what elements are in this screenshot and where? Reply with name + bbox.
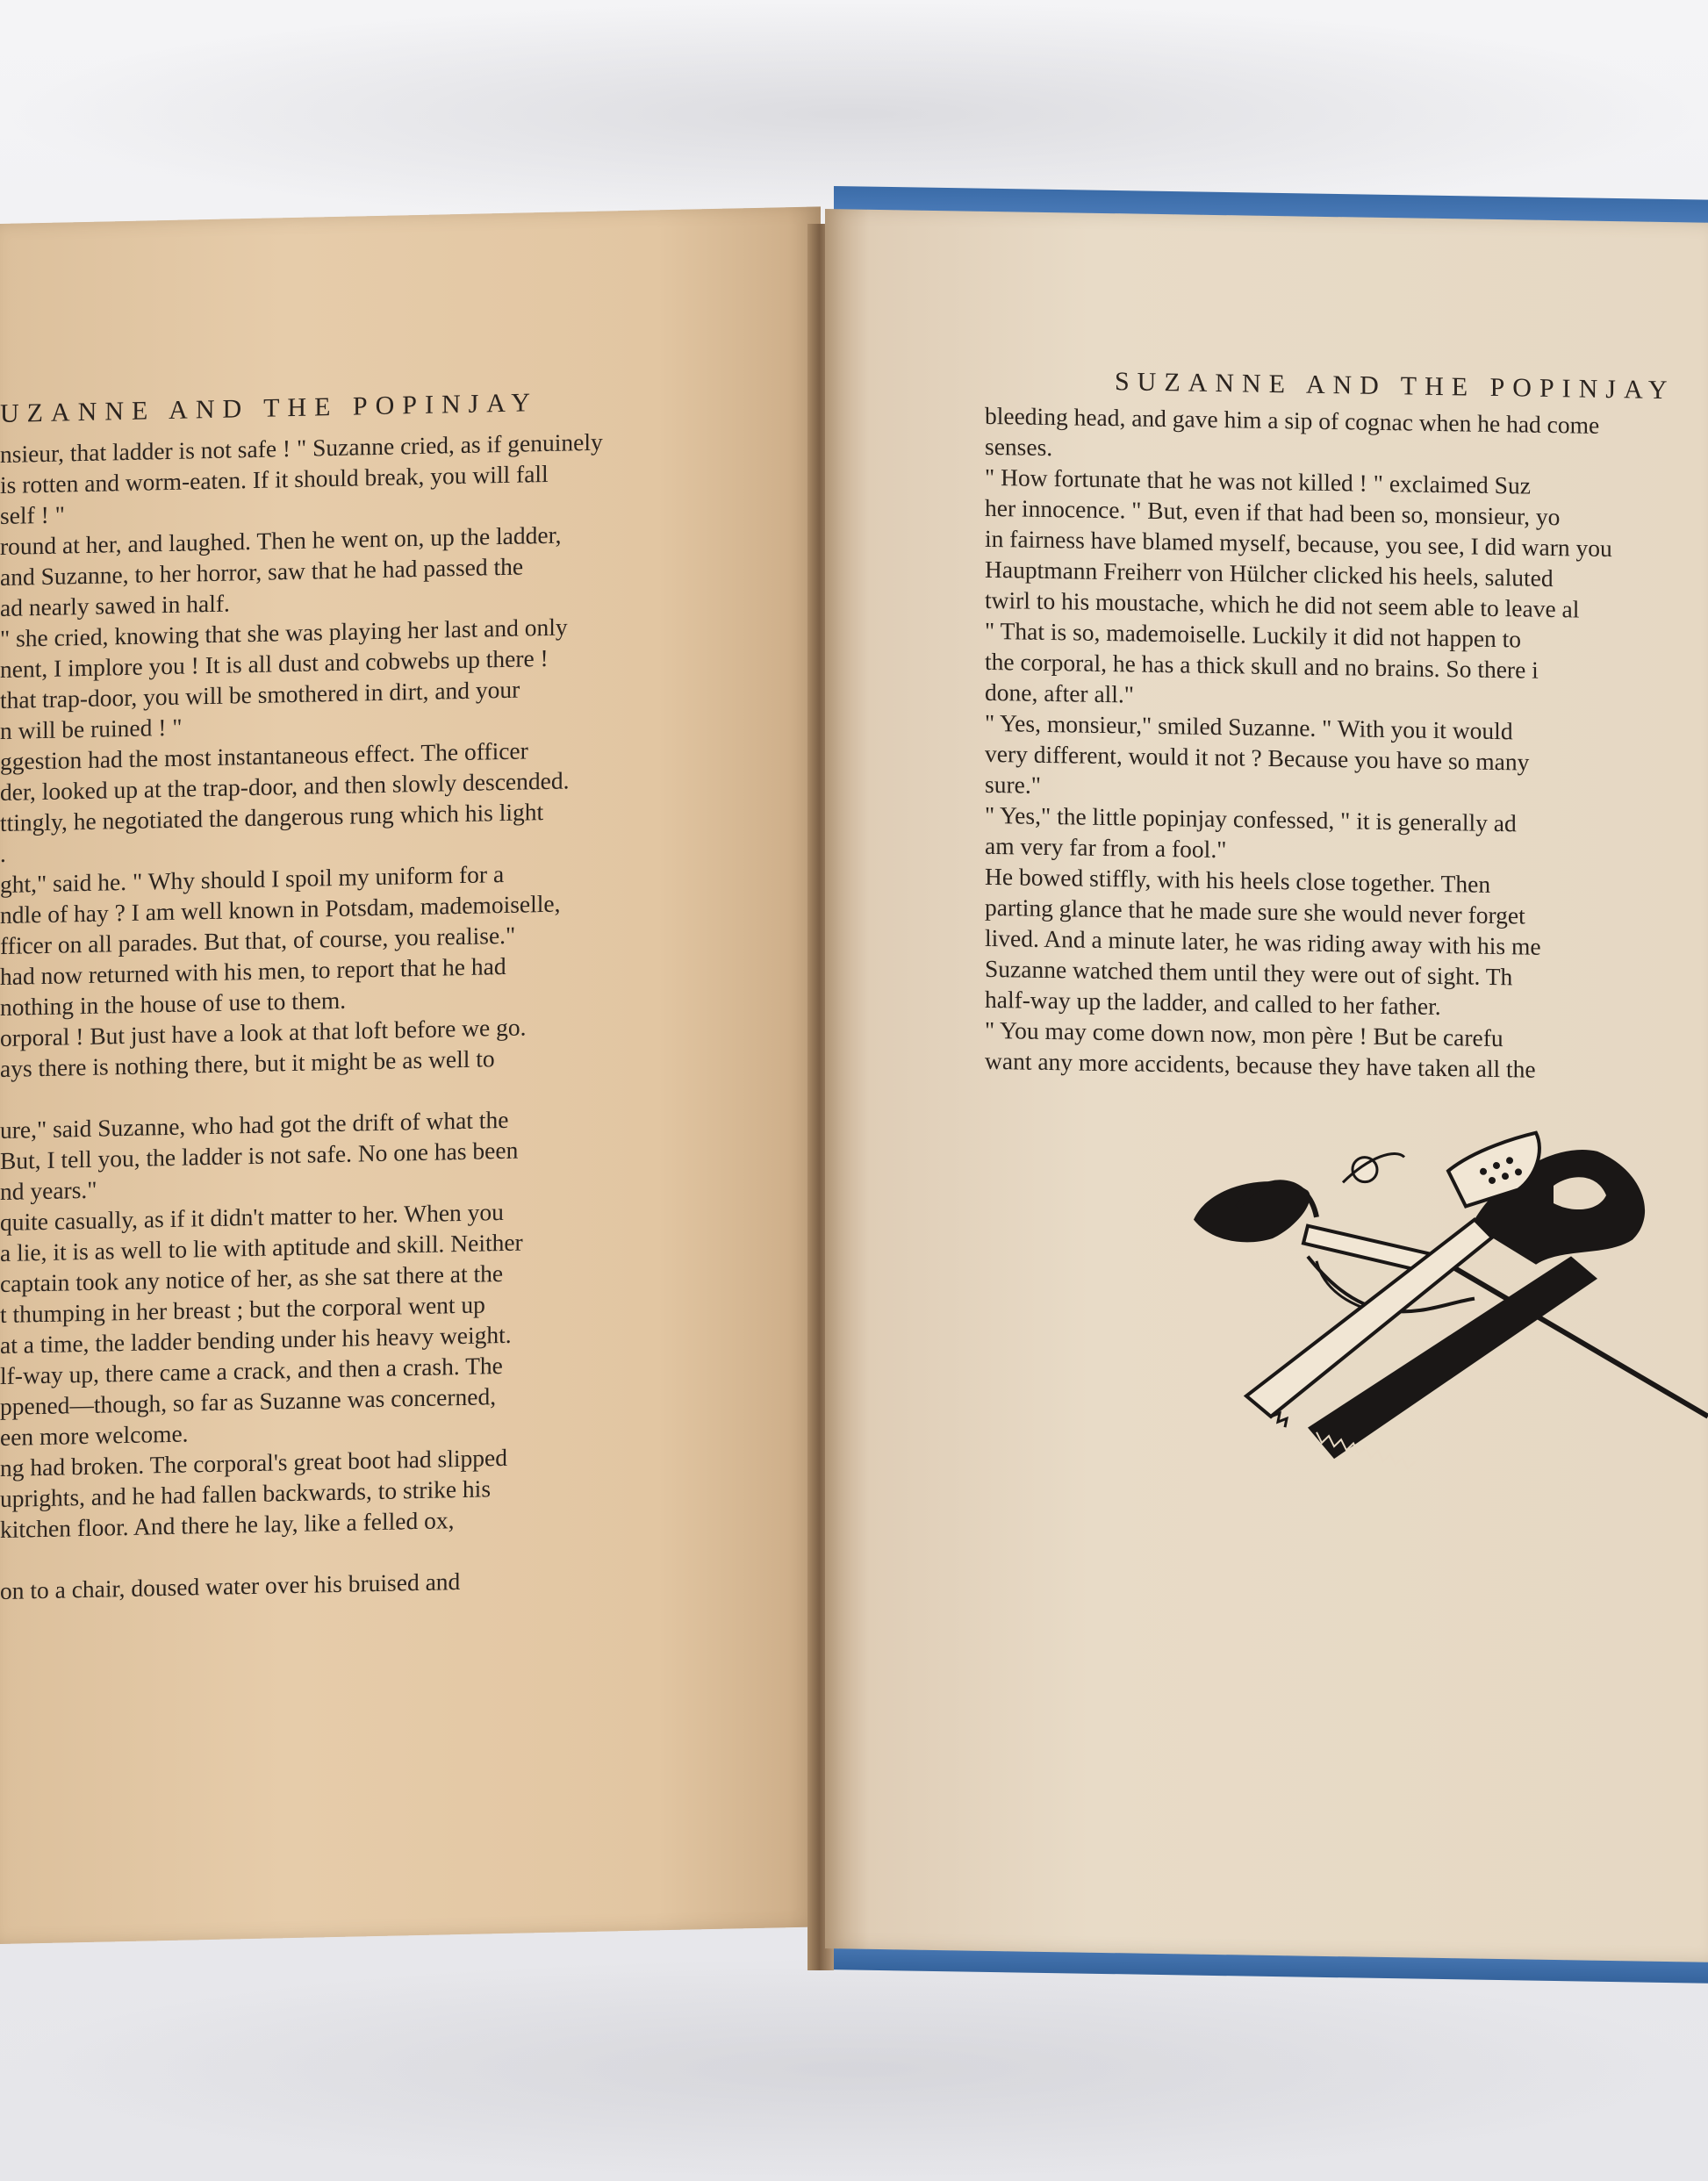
text-line: nsieur, that ladder is not safe ! " Suzanne cried, as if genuinely xyxy=(0,427,603,468)
text-line: senses. xyxy=(985,432,1053,462)
text-line: ttingly, he negotiated the dangerous rung which his light xyxy=(0,798,544,836)
text-line: had now returned with his men, to report that he had xyxy=(0,951,506,990)
text-line: Hauptmann Freiherr von Hülcher clicked his heels, saluted xyxy=(985,555,1554,592)
text-line: Suzanne watched them until they were out of sight. Th xyxy=(985,954,1513,991)
text-line: nd years." xyxy=(0,1175,97,1205)
text-line: that trap-door, you will be smothered in dirt, and your xyxy=(0,675,520,714)
text-line: at a time, the ladder bending under his heavy weight. xyxy=(0,1320,512,1359)
text-line: ays there is nothing there, but it might be as well to xyxy=(0,1044,495,1082)
text-line: ght," said he. " Why should I spoil my uniform for a xyxy=(0,859,505,898)
text-line: een more welcome. xyxy=(0,1419,189,1451)
text-line: the corporal, he has a thick skull and no brains. So there i xyxy=(985,647,1539,684)
text-line: very different, would it not ? Because you have so many xyxy=(985,739,1530,776)
text-line: He bowed stiffly, with his heels close together. Then xyxy=(985,862,1491,898)
text-line: n will be ruined ! " xyxy=(0,713,183,744)
text-line: " Yes, monsieur," smiled Suzanne. " With you it would xyxy=(985,708,1513,745)
text-line: kitchen floor. And there he lay, like a felled ox, xyxy=(0,1506,455,1543)
left-page xyxy=(0,206,821,1944)
text-line: orporal ! But just have a look at that loft before we go. xyxy=(0,1013,527,1051)
right-page xyxy=(825,209,1708,1962)
sword-saw-pistol-illustration xyxy=(1185,1118,1708,1495)
text-line: half-way up the ladder, and called to her father. xyxy=(985,985,1441,1021)
text-line: ggestion had the most instantaneous effect. The officer xyxy=(0,736,528,775)
right-page-text xyxy=(985,400,1708,1087)
text-line: fficer on all parades. But that, of course, you realise." xyxy=(0,921,516,959)
text-line: lf-way up, there came a crack, and then a crash. The xyxy=(0,1351,503,1389)
text-line: and Suzanne, to her horror, saw that he had passed the xyxy=(0,552,524,591)
text-line: on to a chair, doused water over his bruised and xyxy=(0,1568,461,1604)
text-line: done, after all." xyxy=(985,678,1135,708)
text-line: " You may come down now, mon père ! But be carefu xyxy=(985,1015,1503,1052)
text-line: der, looked up at the trap-door, and then slowly descended. xyxy=(0,766,570,806)
text-line: " she cried, knowing that she was playing her last and only xyxy=(0,613,568,652)
text-line: a lie, it is as well to lie with aptitude and skill. Neither xyxy=(0,1228,523,1266)
text-line: quite casually, as if it didn't matter to her. When you xyxy=(0,1197,504,1236)
text-line: twirl to his moustache, which he did not seem able to leave al xyxy=(985,585,1580,623)
text-line: her innocence. " But, even if that had been so, monsieur, yo xyxy=(985,493,1561,531)
text-line: nothing in the house of use to them. xyxy=(0,986,347,1021)
text-line: . xyxy=(0,839,6,867)
text-line: am very far from a fool." xyxy=(985,831,1227,864)
text-line: " How fortunate that he was not killed ! " exclaimed Suz xyxy=(985,463,1531,499)
text-line: self ! " xyxy=(0,500,65,529)
left-page-header: UZANNE AND THE POPINJAY xyxy=(0,388,538,428)
text-line: captain took any notice of her, as she sat there at the xyxy=(0,1259,504,1297)
text-line: " That is so, mademoiselle. Luckily it did not happen to xyxy=(985,616,1522,653)
text-line: lived. And a minute later, he was riding away with his me xyxy=(985,923,1541,960)
text-line: sure." xyxy=(985,770,1041,799)
text-line: ng had broken. The corporal's great boot had slipped xyxy=(0,1443,507,1482)
text-line: But, I tell you, the ladder is not safe. No one has been xyxy=(0,1136,519,1174)
text-line: parting glance that he made sure she would never forget xyxy=(985,893,1525,929)
text-line: nent, I implore you ! It is all dust and cobwebs up there ! xyxy=(0,643,549,683)
text-line: want any more accidents, because they have taken all the xyxy=(985,1046,1536,1083)
text-line: in fairness have blamed myself, because, you see, I did warn you xyxy=(985,524,1612,563)
text-line: bleeding head, and gave him a sip of cognac when he had come xyxy=(985,401,1600,439)
left-page-text xyxy=(0,422,807,1606)
text-line: t thumping in her breast ; but the corporal went up xyxy=(0,1290,485,1328)
text-line: uprights, and he had fallen backwards, to strike his xyxy=(0,1474,492,1512)
text-line: ndle of hay ? I am well known in Potsdam, mademoiselle, xyxy=(0,889,561,929)
text-line: " Yes," the little popinjay confessed, " it is generally ad xyxy=(985,800,1517,837)
text-line: ppened—though, so far as Suzanne was concerned, xyxy=(0,1382,497,1420)
text-line: is rotten and worm-eaten. If it should break, you will fall xyxy=(0,459,549,499)
text-line: ad nearly sawed in half. xyxy=(0,589,230,621)
text-line: ure," said Suzanne, who had got the drift of what the xyxy=(0,1105,509,1144)
right-page-header: SUZANNE AND THE POPINJAY xyxy=(1115,367,1676,405)
text-line: round at her, and laughed. Then he went on, up the ladder, xyxy=(0,520,562,560)
